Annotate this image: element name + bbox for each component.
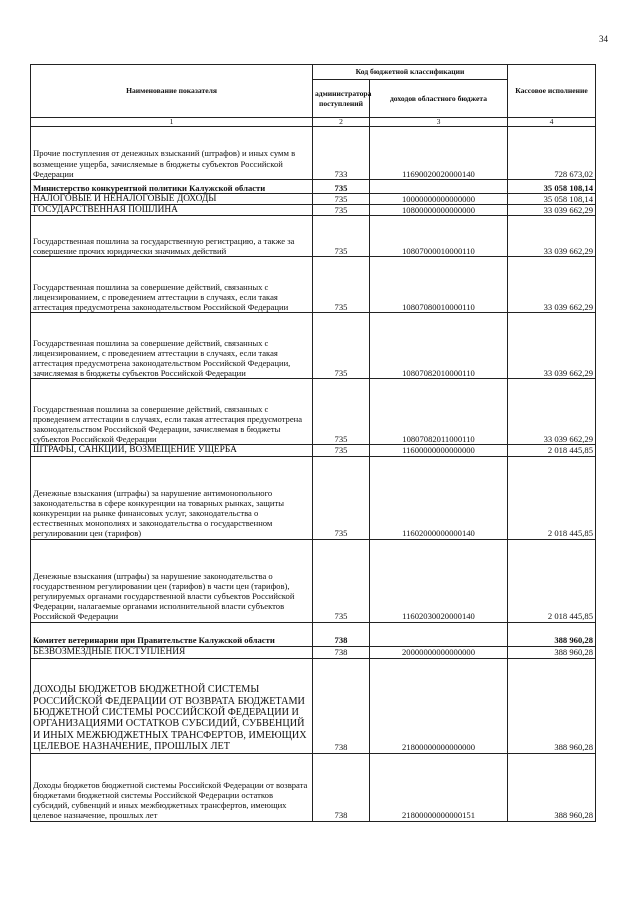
row-name: Комитет ветеринарии при Правительстве Калужской области (31, 622, 313, 646)
header-name: Наименование показателя (31, 65, 313, 118)
table-row (31, 180, 596, 194)
row-sum: 728 673,02 (508, 127, 596, 180)
row-code (370, 180, 508, 194)
row-admin: 738 (313, 753, 370, 821)
table-row (31, 753, 596, 821)
table-row (31, 622, 596, 646)
row-code: 10807000010000110 (370, 216, 508, 257)
header-sum: Кассовое исполнение (508, 65, 596, 118)
row-name: Денежные взыскания (штрафы) за нарушение законодательства о государственном регулировании цен (тарифов) в части цен (тарифов), регулируемых органами государственной власти субъектов Российской Федерации, налагаемые органами исполнительной власти субъектов Российской Федерации (31, 539, 313, 622)
row-admin: 733 (313, 127, 370, 180)
row-name: ГОСУДАРСТВЕННАЯ ПОШЛИНА (31, 205, 313, 216)
row-admin: 738 (313, 646, 370, 658)
row-name: Прочие поступления от денежных взысканий (штрафов) и иных сумм в возмещение ущерба, зачисляемые в бюджеты субъектов Российской Федерации (31, 127, 313, 180)
row-sum: 388 960,28 (508, 658, 596, 753)
row-name: ШТРАФЫ, САНКЦИИ, ВОЗМЕЩЕНИЕ УЩЕРБА (31, 445, 313, 456)
row-code: 11602030020000140 (370, 539, 508, 622)
table-row (31, 456, 596, 539)
row-name: Денежные взыскания (штрафы) за нарушение антимонопольного законодательства в сфере конкуренции на товарных рынках, защиты конкуренции на рынке финансовых услуг, законодательства о естественных монополиях и законодательства о государственном регулировании цен (тарифов) (31, 456, 313, 539)
header-classification: Код бюджетной классификации (313, 65, 508, 80)
row-admin: 735 (313, 180, 370, 194)
row-admin: 735 (313, 257, 370, 313)
page-number: 34 (599, 34, 608, 44)
row-code: 11600000000000000 (370, 445, 508, 456)
header-num-2: 2 (313, 118, 370, 127)
table-row (31, 646, 596, 658)
table-row (31, 445, 596, 456)
row-admin: 735 (313, 313, 370, 379)
row-admin: 735 (313, 216, 370, 257)
row-sum: 35 058 108,14 (508, 194, 596, 205)
row-name: Государственная пошлина за совершение действий, связанных с лицензированием, с проведением аттестации в случаях, если такая аттестация предусмотрена законодательством Российской Федерации, зачисляемая в бюджеты субъектов Российской Федерации (31, 313, 313, 379)
row-sum: 33 039 662,29 (508, 313, 596, 379)
row-admin: 735 (313, 379, 370, 445)
row-sum: 35 058 108,14 (508, 180, 596, 194)
row-sum: 2 018 445,85 (508, 456, 596, 539)
row-code: 11690020020000140 (370, 127, 508, 180)
row-name: Государственная пошлина за совершение действий, связанных с проведением аттестации в случаях, если такая аттестация предусмотрена законодательством Российской Федерации, зачисляемая в бюджеты субъектов Российской Федерации (31, 379, 313, 445)
row-sum: 33 039 662,29 (508, 216, 596, 257)
table-row (31, 127, 596, 180)
header-admin: администратора поступлений (313, 80, 370, 118)
row-sum: 388 960,28 (508, 622, 596, 646)
row-code: 11602000000000140 (370, 456, 508, 539)
row-code: 10807082011000110 (370, 379, 508, 445)
row-admin: 738 (313, 658, 370, 753)
row-admin: 735 (313, 456, 370, 539)
row-code: 21800000000000000 (370, 658, 508, 753)
row-name: Министерство конкурентной политики Калужской области (31, 180, 313, 194)
table-row (31, 539, 596, 622)
row-sum: 388 960,28 (508, 646, 596, 658)
row-name: Доходы бюджетов бюджетной системы Российской Федерации от возврата бюджетами бюджетной системы Российской Федерации остатков субсидий, субвенций и иных межбюджетных трансфертов, имеющих целевое назначение, прошлых лет (31, 753, 313, 821)
header-num-1: 1 (31, 118, 313, 127)
row-sum: 2 018 445,85 (508, 539, 596, 622)
row-admin: 735 (313, 445, 370, 456)
row-sum: 2 018 445,85 (508, 445, 596, 456)
row-name: Государственная пошлина за государственную регистрацию, а также за совершение прочих юридически значимых действий (31, 216, 313, 257)
budget-execution-table (30, 64, 596, 822)
row-admin: 735 (313, 539, 370, 622)
row-sum: 33 039 662,29 (508, 205, 596, 216)
table-row (31, 658, 596, 753)
row-name: ДОХОДЫ БЮДЖЕТОВ БЮДЖЕТНОЙ СИСТЕМЫ РОССИЙСКОЙ ФЕДЕРАЦИИ ОТ ВОЗВРАТА БЮДЖЕТАМИ БЮДЖЕТНОЙ СИСТЕМЫ РОССИЙСКОЙ ФЕДЕРАЦИИ И ОРГАНИЗАЦИЯМИ ОСТАТКОВ СУБСИДИЙ, СУБВЕНЦИЙ И ИНЫХ МЕЖБЮДЖЕТНЫХ ТРАНСФЕРТОВ, ИМЕЮЩИХ ЦЕЛЕВОЕ НАЗНАЧЕНИЕ, ПРОШЛЫХ ЛЕТ (31, 658, 313, 753)
row-code: 10000000000000000 (370, 194, 508, 205)
header-num-4: 4 (508, 118, 596, 127)
table-row (31, 257, 596, 313)
table-row (31, 205, 596, 216)
row-sum: 388 960,28 (508, 753, 596, 821)
table-row (31, 379, 596, 445)
header-num-3: 3 (370, 118, 508, 127)
row-code: 10800000000000000 (370, 205, 508, 216)
row-code: 10807080010000110 (370, 257, 508, 313)
row-sum: 33 039 662,29 (508, 379, 596, 445)
table-row (31, 216, 596, 257)
table-row (31, 194, 596, 205)
header-code: доходов областного бюджета (370, 80, 508, 118)
table-row (31, 313, 596, 379)
row-sum: 33 039 662,29 (508, 257, 596, 313)
row-code (370, 622, 508, 646)
row-name: Государственная пошлина за совершение действий, связанных с лицензированием, с проведением аттестации в случаях, если такая аттестация предусмотрена законодательством Российской Федерации (31, 257, 313, 313)
row-name: БЕЗВОЗМЕЗДНЫЕ ПОСТУПЛЕНИЯ (31, 646, 313, 658)
row-code: 10807082010000110 (370, 313, 508, 379)
row-admin: 735 (313, 205, 370, 216)
row-code: 21800000000000151 (370, 753, 508, 821)
row-name: НАЛОГОВЫЕ И НЕНАЛОГОВЫЕ ДОХОДЫ (31, 194, 313, 205)
row-code: 20000000000000000 (370, 646, 508, 658)
row-admin: 738 (313, 622, 370, 646)
row-admin: 735 (313, 194, 370, 205)
